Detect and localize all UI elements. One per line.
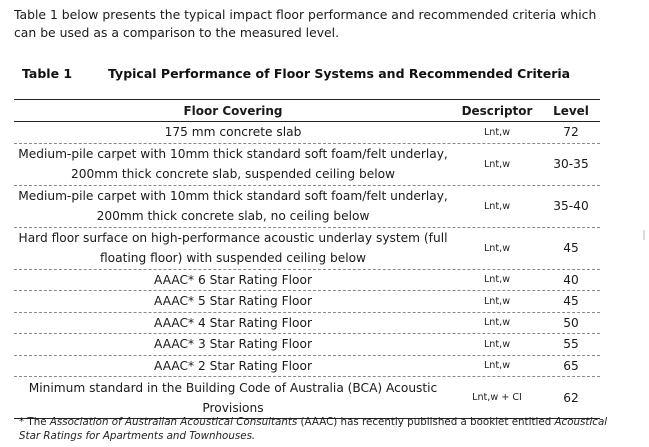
floor-covering-cell: AAAC* 5 Star Rating Floor: [154, 294, 312, 309]
descriptor-cell: Lnt,w: [483, 158, 511, 170]
footnote-middle-text: (AAAC) has recently published a booklet entitled: [300, 416, 552, 428]
level-cell: 40: [563, 272, 579, 287]
floor-covering-cell: 175 mm concrete slab: [164, 125, 302, 140]
level-cell: 50: [563, 315, 579, 330]
table-row: [14, 377, 600, 419]
table-row: [14, 313, 600, 335]
footnote-booklet-title: Acoustical Star Ratings for Apartments and Townhouses.: [19, 416, 608, 442]
descriptor-cell: Lnt,w: [483, 295, 511, 307]
floor-performance-table: [14, 99, 600, 419]
scan-edge-mark: [643, 230, 645, 240]
table-row: [14, 334, 600, 356]
level-cell: 30-35: [553, 157, 589, 171]
floor-covering-cell: AAAC* 3 Star Rating Floor: [154, 337, 312, 352]
floor-covering-cell: Medium-pile carpet with 10mm thick standard soft foam/felt underlay, 200mm thick concrete slab, suspended ceiling below: [18, 147, 448, 181]
table-row: [14, 122, 600, 144]
table-row: [14, 356, 600, 378]
table-row: [14, 270, 600, 292]
table-row: [14, 144, 600, 186]
descriptor-cell: Lnt,w: [483, 200, 511, 212]
level-cell: 65: [563, 358, 579, 373]
header-floor-covering: Floor Covering: [183, 103, 283, 118]
level-cell: 62: [563, 390, 579, 405]
floor-covering-cell: AAAC* 6 Star Rating Floor: [154, 272, 312, 287]
footnote: [19, 416, 619, 443]
level-cell: 45: [563, 294, 579, 309]
table-header-row: [14, 99, 600, 122]
floor-covering-cell: Minimum standard in the Building Code of Australia (BCA) Acoustic Provisions: [28, 380, 438, 415]
table-row: [14, 291, 600, 313]
footnote-org-name: Association of Australian Acoustical Consultants: [49, 416, 298, 428]
descriptor-cell: Lnt,w: [483, 126, 511, 138]
floor-covering-cell: Hard floor surface on high-performance acoustic underlay system (full floating floor) with suspended ceiling below: [18, 231, 448, 265]
descriptor-cell: Lnt,w: [483, 360, 511, 372]
descriptor-cell: Lnt,w + CI: [472, 392, 522, 403]
intro-paragraph: Table 1 below presents the typical impact floor performance and recommended criteria which can be used as a comparison to the measured level.: [14, 7, 597, 40]
descriptor-cell: Lnt,w: [483, 274, 511, 286]
descriptor-cell: Lnt,w: [483, 242, 511, 254]
floor-covering-cell: AAAC* 2 Star Rating Floor: [154, 358, 312, 373]
descriptor-cell: Lnt,w: [483, 338, 511, 350]
table-row: [14, 186, 600, 228]
level-cell: 55: [563, 337, 579, 352]
header-level: Level: [553, 103, 589, 118]
level-cell: 72: [563, 125, 579, 140]
floor-covering-cell: Medium-pile carpet with 10mm thick standard soft foam/felt underlay, 200mm thick concrete slab, no ceiling below: [18, 189, 448, 223]
table-number: Table 1: [22, 66, 73, 81]
table-title: Typical Performance of Floor Systems and Recommended Criteria: [108, 66, 571, 81]
level-cell: 45: [563, 241, 579, 255]
level-cell: 35-40: [553, 199, 589, 213]
table-row: [14, 228, 600, 270]
header-descriptor: Descriptor: [461, 103, 533, 118]
floor-covering-cell: AAAC* 4 Star Rating Floor: [154, 315, 312, 330]
footnote-marker: * The: [19, 416, 47, 428]
descriptor-cell: Lnt,w: [483, 317, 511, 329]
